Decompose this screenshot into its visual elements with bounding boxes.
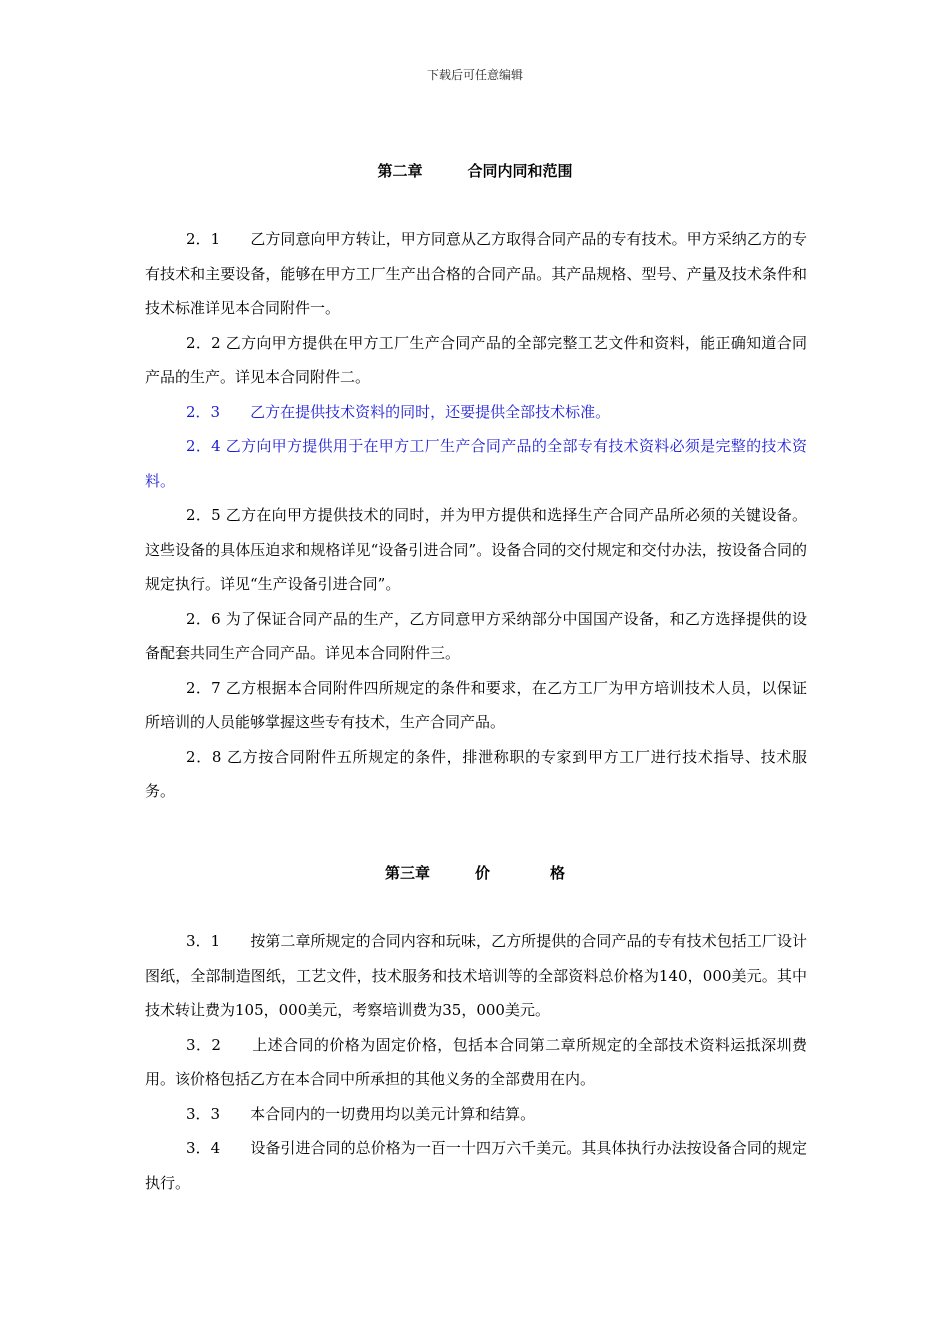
page-header-note: 下载后可任意编辑 [426,68,523,82]
chapter-2-title: 第二章 合同内同和范围 [377,162,573,180]
chapter-3-body [145,924,807,1200]
clause-2-3: 2．3 乙方在提供技术资料的同时，还要提供全部技术标准。 [186,402,611,421]
clause-2-8: 2．8 乙方按合同附件五所规定的条件，排泄称职的专家到甲方工厂进行技术指导、技术服务。 [145,747,807,800]
clause-2-6: 2．6 为了保证合同产品的生产，乙方同意甲方采纳部分中国国产设备，和乙方选择提供的设备配套共同生产合同产品。详见本合同附件三。 [145,609,807,662]
clause-2-4: 2．4 乙方向甲方提供用于在甲方工厂生产合同产品的全部专有技术资料必须是完整的技术资料。 [145,437,807,490]
clause-2-7: 2．7 乙方根据本合同附件四所规定的条件和要求，在乙方工厂为甲方培训技术人员，以保证所培训的人员能够掌握这些专有技术，生产合同产品。 [145,678,807,731]
clause-3-2: 3．2 上述合同的价格为固定价格，包括本合同第二章所规定的全部技术资料运抵深圳费用。该价格包括乙方在本合同中所承担的其他义务的全部费用在内。 [145,1035,807,1088]
chapter-3-title: 第三章 价 格 [384,864,565,882]
chapter-2-body [145,222,807,809]
clause-3-4: 3．4 设备引进合同的总价格为一百一十四万六千美元。其具体执行办法按设备合同的规定执行。 [145,1139,807,1192]
clause-2-1: 2．1 乙方同意向甲方转让，甲方同意从乙方取得合同产品的专有技术。甲方采纳乙方的专有技术和主要设备，能够在甲方工厂生产出合格的合同产品。其产品规格、型号、产量及技术条件和技术标准详见本合同附件一。 [145,230,807,317]
clause-3-3: 3．3 本合同内的一切费用均以美元计算和结算。 [186,1104,536,1123]
clause-2-2: 2．2 乙方向甲方提供在甲方工厂生产合同产品的全部完整工艺文件和资料，能正确知道合同产品的生产。详见本合同附件二。 [145,333,807,386]
clause-2-5: 2．5 乙方在向甲方提供技术的同时，并为甲方提供和选择生产合同产品所必须的关键设备。这些设备的具体压迫求和规格详见“设备引进合同”。设备合同的交付规定和交付办法，按设备合同的规定执行。详见“生产设备引进合同”。 [145,506,807,593]
clause-3-1: 3．1 按第二章所规定的合同内容和玩味，乙方所提供的合同产品的专有技术包括工厂设计图纸，全部制造图纸，工艺文件，技术服务和技术培训等的全部资料总价格为140，000美元。其中技术转让费为105，000美元，考察培训费为35，000美元。 [145,932,807,1019]
